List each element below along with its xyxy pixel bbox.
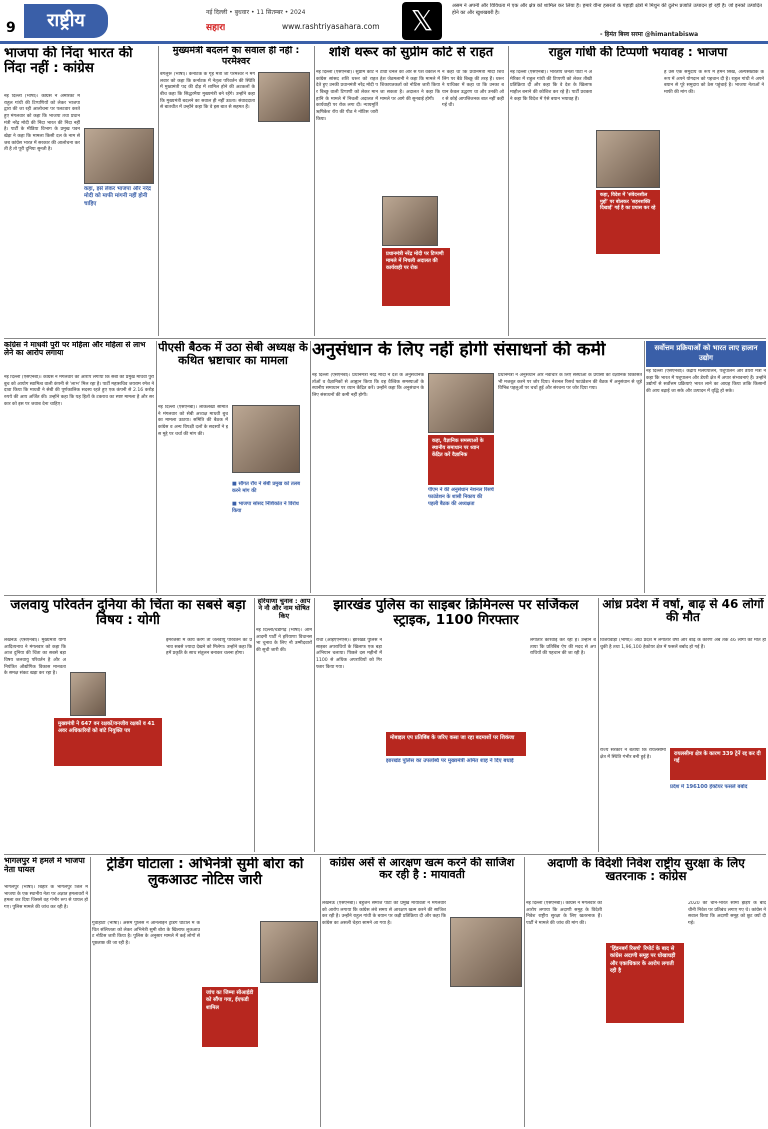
article-body-2: प्रधानमंत्री ने अनुसंधान और नवाचार के लिए संस्थाओं के प्रयासों की वैज्ञानिक विकसित भी मजबूत करने पर जोर दिया। नेशनल रिसर्च फाउंडेशन की बैठक में अनुसंधान से जुड़े विभिन्न पहलुओं पर चर्चा हुई और संरचना पर जोर दिया गया। xyxy=(498,373,642,392)
highlight-caption: 'हिंडनबर्ग रिसर्च' रिपोर्ट के बाद से कांग्रेस अदाणी समूह पर धोखाधड़ी और एकाधिकार के आरोप लगाती रही है xyxy=(606,943,684,1023)
photo-caption: कहा, इसे लेकर भाजपा और नरेंद्र मोदी को माफी मांगनी नहीं होनी चाहिए xyxy=(84,186,151,207)
highlight-caption: कहा, वैज्ञानिक समस्याओं के स्थानीय समाधान पर ध्यान केंद्रित करें वैज्ञानिक xyxy=(428,435,494,485)
highlight-caption: जांच का जिम्मा सीआईडी को सौंपा गया, ईएफडी शामिल xyxy=(202,987,258,1047)
article-body-2: लगातार कार्रवाई कर रही है। उन्होंने बताया कि प्रतिबिंब ऐप की मदद से अपराधियों की पहचान की जा रही है। xyxy=(530,638,596,657)
headline: मुख्यमंत्री बदलने का सवाल ही नहीं : परमेश्वर xyxy=(172,46,300,67)
headline: हरियाणा चुनाव : आप ने नौ और नाम घोषित किए xyxy=(257,598,311,620)
article-body: रांची (आईएएनएस)। झारखंड पुलिस ने साइबर अपराधियों के खिलाफ एक बड़ा अभियान चलाया। पिछले दस महीनों में 1100 से अधिक अपराधियों को गिरफ्तार किया गया। xyxy=(316,638,382,670)
tweet-author: - हिमंत बिस्व सरमा @himantabiswa xyxy=(600,31,699,38)
article-haryana-aap xyxy=(256,598,312,852)
article-body: लखनऊ (एसएनबी)। मुख्यमंत्री योगी आदित्यनाथ ने मंगलवार को कहा कि आज दुनिया की चिंता का सबसे बड़ा विषय जलवायु परिवर्तन है और अनियंत्रित औद्योगिक विकास मानवता के समक्ष संकट खड़ा कर रहा है। xyxy=(4,638,66,677)
article-body: नई दिल्ली (एसएनबी)। लोकलेखा समिति ने मंगलवार को सेबी अध्यक्ष माधवी बुच का मामला उठाया। समिति की बैठक में कांग्रेस व अन्य विपक्षी दलों के सदस्यों ने इस मुद्दे पर चर्चा की मांग की। xyxy=(158,405,228,437)
politician-photo xyxy=(84,128,154,184)
highlight-caption: प्रधानमंत्री नरेंद्र मोदी पर टिप्पणी मामले में निचली अदालत की कार्यवाही पर रोक xyxy=(382,248,450,306)
headline: शशि थरूर को सुप्रीम कोर्ट से राहत xyxy=(328,46,494,60)
highlight-1: रायलसीमा क्षेत्र के कारण 339 ट्रेनें रद्द कर दी गई xyxy=(670,748,766,780)
article-jharkhand-cyber xyxy=(316,598,596,852)
article-body-2: टीवी चैनल की ओर से पेश वकील महेश जेठमलानी ने कहा कि मामले में शिकायतकर्ता को नोटिस जारी किया जा सकता है। अदालत ने कहा कि मामले पर आगे की सुनवाई होगी। xyxy=(380,70,440,102)
mayawati-photo xyxy=(450,917,522,987)
article-body: नई दिल्ली (एसएनबी)। कांग्रेस ने मंगलवार को आरोप लगाया कि सेबी की प्रमुख माधवी पुरी बुच को आयोग स्वामित्व वाली कंपनी से 'लाभ' मिल रहा है। पार्टी महासचिव जयराम रमेश ने दावा किया कि माधवी ने सेबी की पूर्णकालिक सदस्य रहते हुए एक कंपनी से 2.16 करोड़ रुपये की आय अर्जित की। उन्होंने कहा कि यह हितों के टकराव का स्पष्ट मामला है और सरकार को इस पर जवाब देना चाहिए। xyxy=(4,375,154,407)
article-pac-sebi xyxy=(158,341,308,593)
article-mayawati xyxy=(322,857,522,1127)
headline: भाजपा की निंदा भारत की निंदा नहीं : कांग्रेस xyxy=(4,46,133,77)
x-logo-icon: 𝕏 xyxy=(402,2,442,40)
article-body-2: इमरजेंसी में कार्य करेंगे तो जलवायु परिवर्तन का प्रभाव सबसे ज्यादा देखने को मिलेगा। उन्होंने कहा कि हमें प्रकृति के साथ संतुलन बनाकर चलना होगा। xyxy=(166,638,252,657)
headline: जलवायु परिवर्तन दुनिया की चिंता का सबसे बड़ा विषय : योगी xyxy=(10,598,246,629)
article-body: बेंगलुरू (भाषा)। कर्नाटक के गृह मंत्री जी परमेश्वर ने मंगलवार को कहा कि कर्नाटक में नेतृत्व परिवर्तन की स्थिति में मुख्यमंत्री पद की दौड़ में शामिल होने की अटकलों के बीच कहा कि सिद्धरमैया मुख्यमंत्री बने रहेंगे। उन्होंने कहा कि मुख्यमंत्री बदलने का सवाल ही नहीं उठता। संवाददाता से बातचीत में उन्होंने कहा कि वे इस बात से सहमत हैं। xyxy=(160,72,255,111)
headline: झारखंड पुलिस का साइबर क्रिमिनल्स पर सर्जिकल स्ट्राइक, 1100 गिरफ्तार xyxy=(333,598,579,629)
bjp-leader-photo xyxy=(596,130,660,188)
headline: अदाणी के विदेशी निवेश राष्ट्रीय सुरक्षा के लिए खतरनाक : कांग्रेस xyxy=(547,857,745,884)
article-body: नई दिल्ली (एसएनबी)। भारतीय जनता पार्टी ने अमेरिका में राहुल गांधी की टिप्पणी को लेकर तीखी प्रतिक्रिया दी और कहा कि वे देश के खिलाफ माहौल बनाने की कोशिश कर रहे हैं। पार्टी प्रवक्ता ने कहा कि विदेश में ऐसे बयान भयावह हैं। xyxy=(510,70,592,102)
dateline: नई दिल्ली • बुधवार • 11 सितम्बर • 2024 xyxy=(206,9,306,16)
article-parmeshwar xyxy=(160,46,312,336)
article-body: नई दिल्ली (एसएनबी)। प्रधानमंत्री नरेंद्र मोदी ने देश के अनुसंधानकर्ताओं व वैज्ञानिकों से आह्वान किया कि वह वैश्विक समस्याओं के स्थानीय समाधान पर ध्यान केंद्रित करें। उन्होंने कहा कि अनुसंधान के लिए संसाधनों की कमी नहीं होगी। xyxy=(312,373,424,398)
tweet-text: असम ने अपनी और विविधता में एक और क्षेत्र को शामिल कर लिया है। हमारे वीना हसरतों के पहाड़ी क्षेत्रों में मिथुन की दुर्लभ प्रजाति उत्पादन हो रही है। जो इनको उत्पादित होने का और खुशखबरी है। xyxy=(452,3,762,17)
article-bjp-ninda xyxy=(4,46,156,336)
actress-photo xyxy=(260,921,318,983)
sebi-chief-photo xyxy=(232,405,300,473)
page-number: 9 xyxy=(6,20,16,36)
article-body: नई दिल्ली (भाषा)। कांग्रेस ने अमेरिका में राहुल गांधी की टिप्पणियों को लेकर भाजपा द्वारा की जा रही आलोचना पर पलटवार करते हुए मंगलवार को कहा कि भाजपा तथा प्रधानमंत्री नरेंद्र मोदी की निंदा भारत की निंदा नहीं है। पार्टी के मीडिया विभाग के प्रमुख पवन खेड़ा ने कहा कि मामला किसी दल के नाम से जब कांग्रेस भारत में सरकार की आलोचना करती है तो पूरी दुनिया सुनती है। xyxy=(4,94,80,153)
article-andhra-flood xyxy=(600,598,766,852)
site-url[interactable]: www.rashtriyasahara.com xyxy=(282,22,380,31)
article-body: भागलपुर (भाषा)। बिहार के भागलपुर जिले में भाजपा के एक स्थानीय नेता पर अज्ञात हमलावरों ने हमला कर दिया जिससे वह गंभीर रूप से घायल हो गए। पुलिस मामले की जांच कर रही है। xyxy=(4,885,88,910)
article-body: नई दिल्ली (एसएनबी)। कांग्रेस ने मंगलवार को आरोप लगाया कि अदाणी समूह के विदेशी निवेश राष्ट्रीय सुरक्षा के लिए खतरनाक हैं। पार्टी ने मामले की जांच की मांग की। xyxy=(526,901,602,926)
article-sumi-bora xyxy=(92,857,318,1127)
headline: कांग्रेस ने माधवी पुरी पर महिला और महिला से लाभ लेने का आरोप लगाया xyxy=(4,341,146,358)
article-rahul-tippani xyxy=(510,46,766,336)
article-body: लखनऊ (एसएनबी)। बहुजन समाज पार्टी की प्रमुख मायावती ने मंगलवार को आरोप लगाया कि कांग्रेस लंबे समय से आरक्षण खत्म करने की साजिश कर रही है। उन्होंने राहुल गांधी के बयान पर कड़ी प्रतिक्रिया दी और कहा कि कांग्रेस का असली चेहरा सामने आ गया है। xyxy=(322,901,446,926)
header-rule xyxy=(0,41,768,44)
brand-logo: सहारा xyxy=(206,23,226,33)
article-bhagalpur xyxy=(4,857,88,1127)
headline: आंध्र प्रदेश में वर्षा, बाढ़ से 46 लोगों की मौत xyxy=(602,598,764,625)
headline: अनुसंधान के लिए नहीं होगी संसाधनों की कमी xyxy=(312,341,606,360)
article-body-2: राज्य सरकार ने बताया कि रायलसीमा क्षेत्र में स्थिति गंभीर बनी हुई है। xyxy=(600,748,666,760)
article-body: नई दिल्ली (एसएनबी)। केंद्रीय मत्स्यपालन, पशुपालन और डेयरी मंत्री ने कहा कि भारत में पशुपालन और डेयरी क्षेत्र में अपार संभावनाएं हैं। उन्होंने उद्योगों से सर्वोत्तम प्रक्रियाएं भारत लाने का आग्रह किया ताकि किसानों की आय बढ़ाई जा सके और उत्पादन में वृद्धि हो सके। xyxy=(646,369,766,394)
highlight-caption-2: पीएम ने की अनुसंधान नेशनल रिसर्च फाउंडेशन के शासी निकाय की पहली बैठक की अध्यक्षता xyxy=(428,487,494,507)
highlight-caption: मुख्यमंत्री ने 647 वन रक्षकों/वनजीव रक्षकों व 41 अवर अधिकारियों को बांटे नियुक्ति पत्र xyxy=(54,718,162,766)
highlight-2: प्रदेश में 196100 हेक्टेयर फसलें बर्बाद xyxy=(670,784,748,790)
parmeshwar-photo xyxy=(258,72,310,122)
article-body-3: ने कहा था कि प्रधानमंत्री मोदी शिवलिंग पर बैठे बिच्छू की तरह हैं। थरूर ने याचिका में कहा था कि उनका बयान केवल उद्धरण था और उनकी ओर से कोई आपत्तिजनक बात नहीं कही गई थी। xyxy=(442,70,504,109)
page-header xyxy=(0,0,768,44)
highlight-caption: कहा, विदेश में 'संवेदनशील मुद्दों' पर बोलकर 'सहनशक्ति दिखाई' गई है का प्रयास कर रहे xyxy=(596,190,660,254)
section-tab: राष्ट्रीय xyxy=(24,4,108,38)
headline-box: सर्वोत्तम प्रक्रियाओं को भारत लाए हालान उद्योग xyxy=(646,341,766,367)
yogi-photo xyxy=(70,672,106,716)
article-body: गुवाहाटी (भाषा)। असम पुलिस ने ऑनलाइन ट्रेडिंग घोटाले में कथित संलिप्तता को लेकर अभिनेत्री सुमी बोरा के खिलाफ लुकआउट नोटिस जारी किया है। पुलिस के अनुसार मामले में कई लोगों से पूछताछ की जा रही है। xyxy=(92,921,200,946)
article-body: विजयवाड़ा (भाषा)। आंध्र प्रदेश में लगातार वर्षा और बाढ़ के कारण अब तक 46 लोगों की मौत हो चुकी है तथा 1,96,100 हेक्टेयर क्षेत्र में फसलें बर्बाद हो गई हैं। xyxy=(600,638,766,650)
article-body-2: है उस एक समुदाय के रूप में हमने सिख, अल्पसंख्यक के रूप में अपने योगदान को पहचान दी है। राहुल गांधी ने अपने बयान से पूरे समुदाय को ठेस पहुंचाई है। भाजपा नेताओं ने माफी की मांग की। xyxy=(664,70,764,95)
headline: ट्रेडिंग घोटाला : अभिनेत्री सुमी बोरा को लुकआउट नोटिस जारी xyxy=(106,857,304,888)
article-body-2: 2020 की चीन-भारत सीमा झड़प के बाद चीनी निवेश पर प्रतिबंध लगाए गए थे। कांग्रेस ने सवाल किया कि अदाणी समूह को छूट क्यों दी गई। xyxy=(688,901,766,926)
headline: पीएसी बैठक में उठा सेबी अध्यक्ष के कथित भ्रष्टाचार का मामला xyxy=(158,341,308,367)
article-yogi-climate xyxy=(4,598,252,852)
article-body: नई दिल्ली (एसएनबी)। सुप्रीम कोर्ट ने कांग्रेस सांसद शशि थरूर को राहत देते हुए उनकी प्रधानमंत्री नरेंद्र मोदी पर बिच्छू वाली टिप्पणी को लेकर मानहानि के मामले में निचली अदालत में कार्यवाही पर रोक लगा दी। न्यायमूर्ति ऋषिकेश रॉय की पीठ ने नोटिस जारी किया। xyxy=(316,70,378,122)
highlight-1: मोबाइल एप प्रतिबिंब के जरिए कसा जा रहा बदमाशों पर शिकंजा xyxy=(386,732,526,756)
highlight-2: झारखंड पुलिस का उपलब्धि पर मुख्यमंत्री अमित शाह ने दिए बधाई xyxy=(386,758,514,764)
tharoor-photo xyxy=(382,196,438,246)
article-adani xyxy=(526,857,766,1127)
article-research xyxy=(312,341,642,593)
article-body: नई दिल्ली/चंडीगढ़ (भाषा)। आम आदमी पार्टी ने हरियाणा विधानसभा चुनाव के लिए नौ उम्मीदवारों की सूची जारी की। xyxy=(256,628,312,653)
headline: भागलपुर में हमले में भाजपा नेता घायल xyxy=(4,857,85,874)
article-halan-udyog xyxy=(646,341,766,593)
headline: राहुल गांधी की टिप्पणी भयावह : भाजपा xyxy=(548,46,728,59)
bullet-2: ■ भाजपा सांसद निशिकांत ने विरोध किया xyxy=(232,501,299,514)
article-tharoor xyxy=(316,46,506,336)
article-madhavi-puri xyxy=(4,341,154,593)
bullet-1: ■ सौगत रॉय ने सेबी प्रमुख को तलब करने मांग की xyxy=(232,481,300,494)
pm-photo xyxy=(428,373,494,433)
headline: कांग्रेस अर्से से आरक्षण खत्म करने की साजिश कर रही है : मायावती xyxy=(329,857,515,882)
